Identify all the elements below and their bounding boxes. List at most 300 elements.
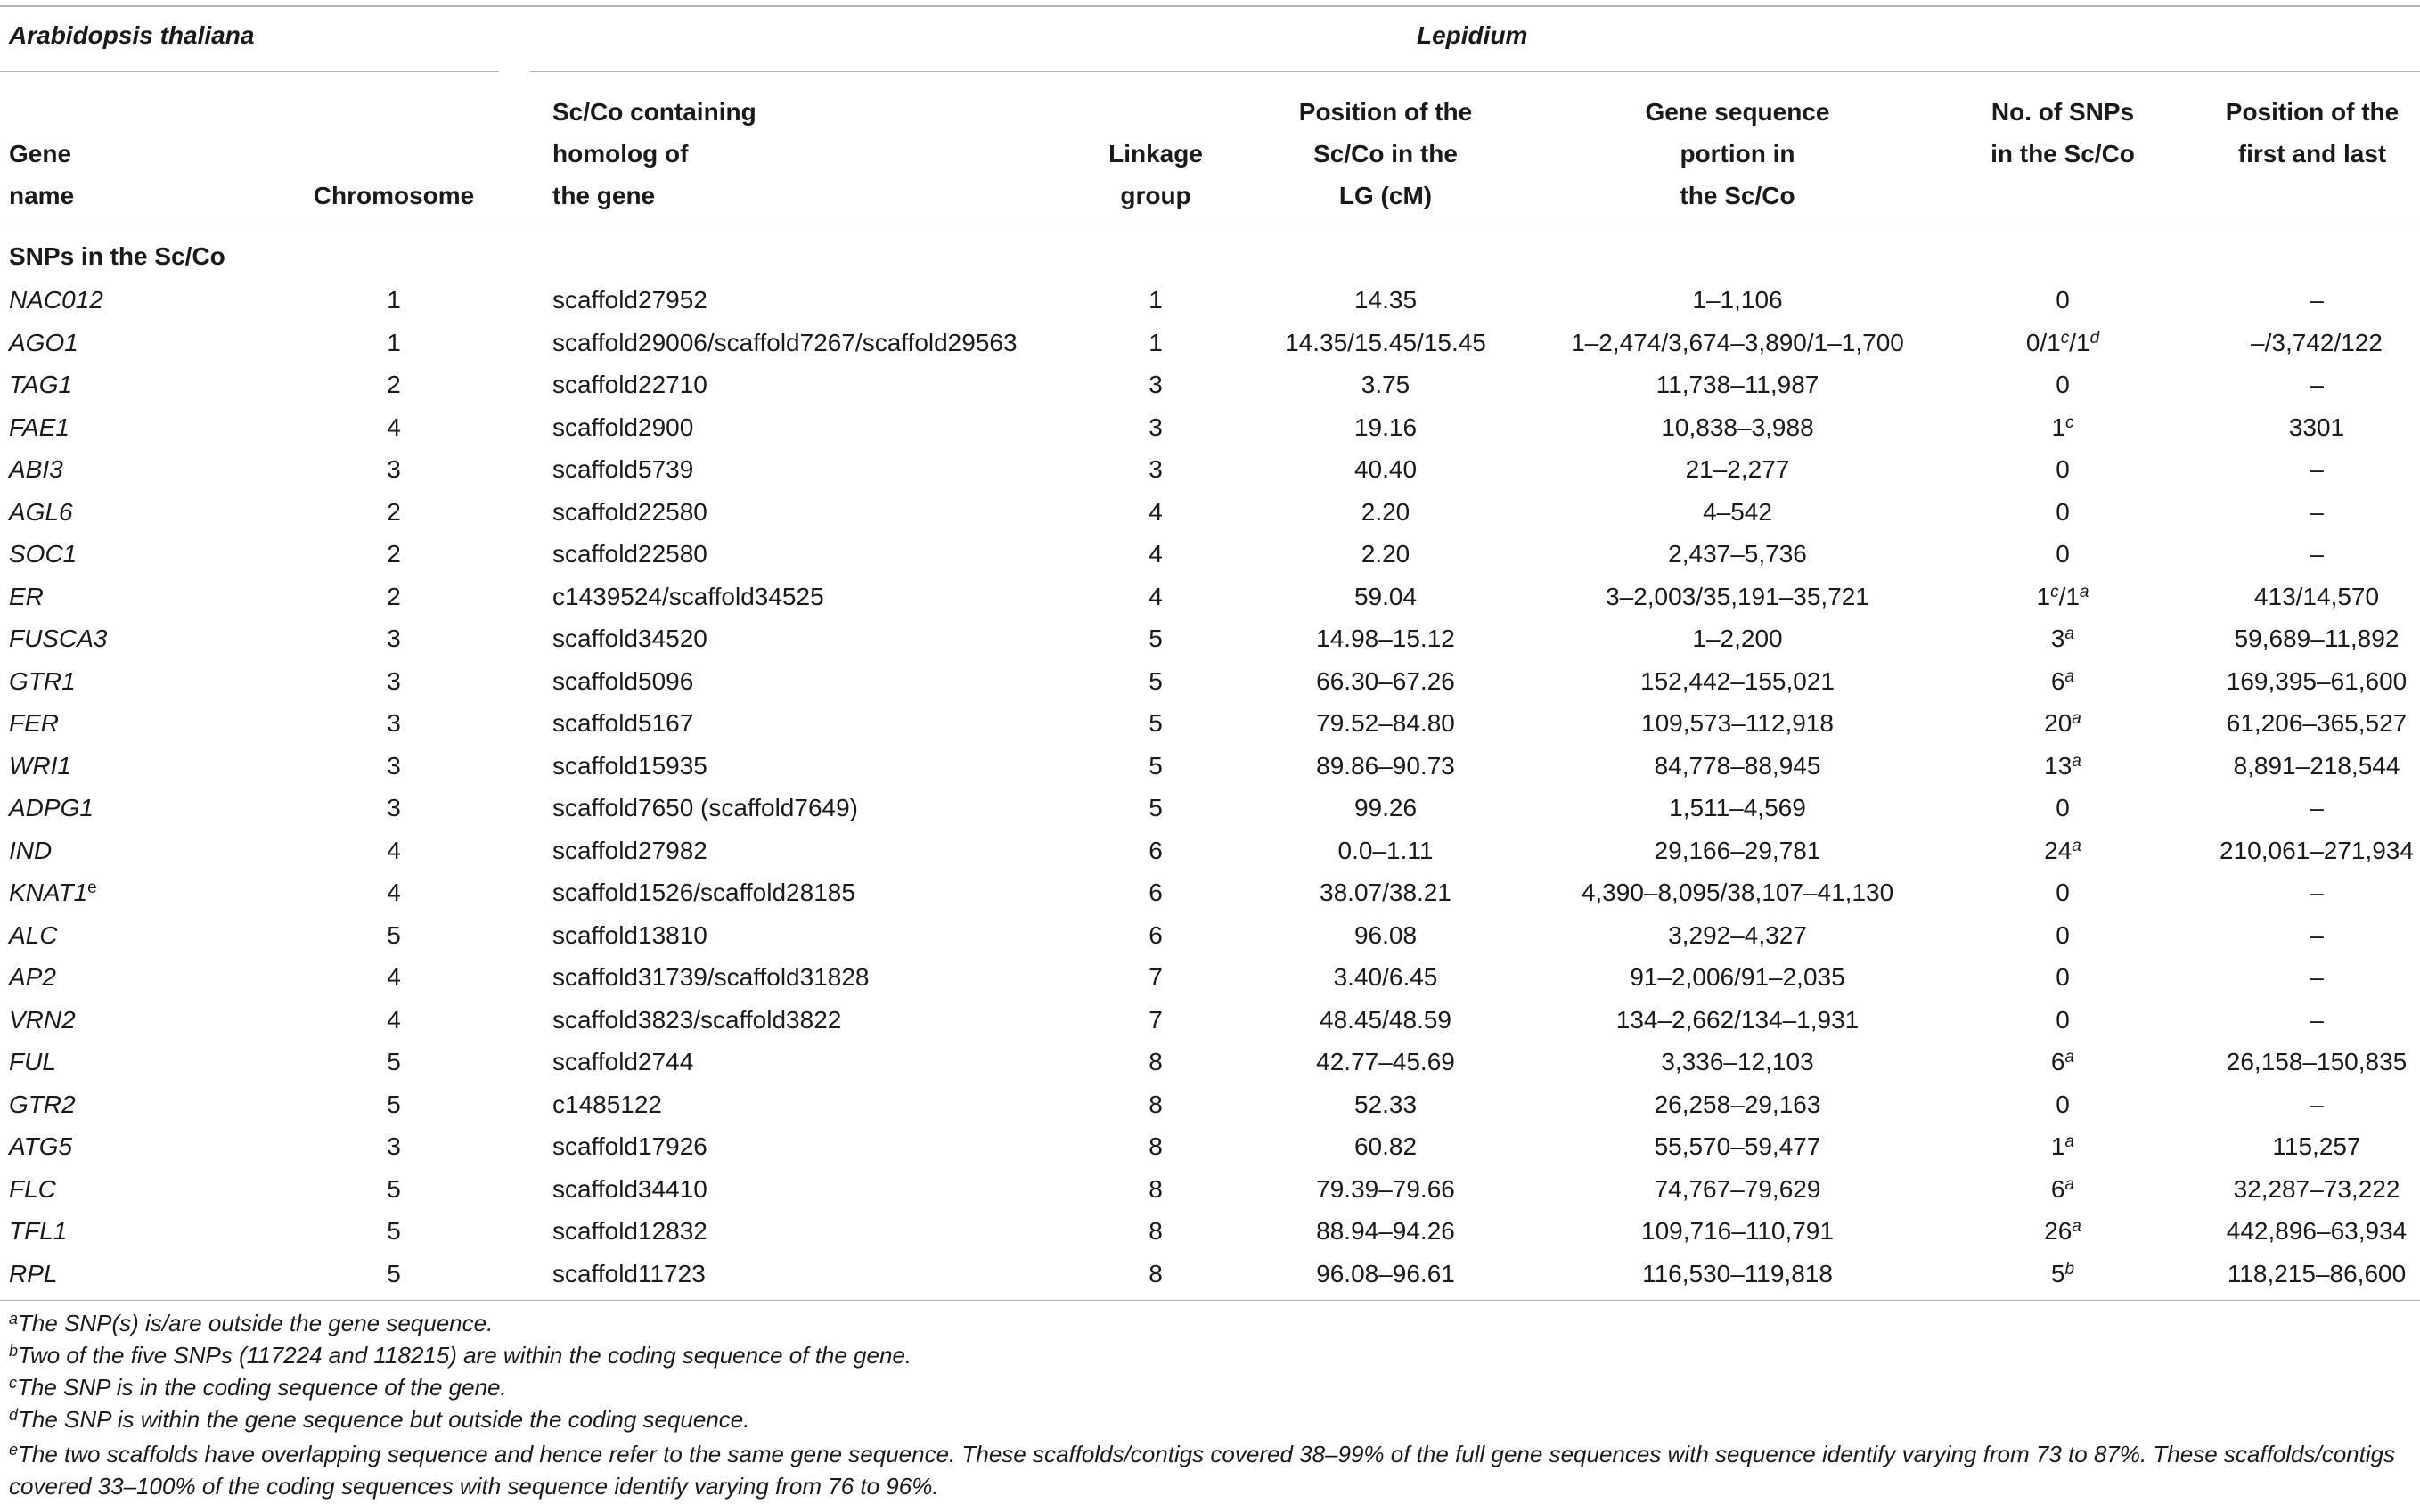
col-header-sequence-line1: Gene sequence <box>1645 98 1830 126</box>
first-last-position-cell: – <box>2310 794 2324 821</box>
gene-name: ABI3 <box>9 455 63 483</box>
sequence-portion-cell: 152,442–155,021 <box>1640 666 1835 695</box>
scaffold-cell: scaffold15935 <box>552 751 707 780</box>
snp-count-value: /1 <box>2069 328 2090 356</box>
position-cell: 96.08 <box>1353 920 1418 949</box>
chromosome-cell: 5 <box>387 1090 401 1118</box>
snp-count-cell <box>1938 921 2187 950</box>
snp-count-value: 0 <box>2056 794 2070 821</box>
table-row <box>0 1041 2420 1083</box>
snp-footnote-mark: a <box>2072 709 2081 728</box>
col-header-scaffold <box>552 91 756 217</box>
col-header-sequence <box>1617 91 1858 217</box>
scaffold-cell: scaffold5739 <box>552 455 694 483</box>
snp-count-cell <box>1938 1006 2187 1034</box>
scaffold-cell: scaffold34520 <box>552 625 707 652</box>
sequence-portion-cell: 29,166–29,781 <box>1654 836 1821 864</box>
first-last-position-cell: 118,215–86,600 <box>2227 1259 2407 1287</box>
footnote-mark: d <box>9 1406 19 1424</box>
chromosome-cell: 4 <box>387 963 401 991</box>
gene-name: KNAT1 <box>9 879 88 906</box>
linkage-group-cell: 6 <box>1149 879 1163 906</box>
snp-count-value: 0 <box>2056 540 2070 568</box>
chromosome-cell: 3 <box>387 625 401 652</box>
scaffold-cell: scaffold34410 <box>552 1174 707 1203</box>
position-cell: 99.26 <box>1353 794 1418 821</box>
scaffold-cell: scaffold31739/scaffold31828 <box>552 963 870 991</box>
table-row <box>0 279 2420 322</box>
scaffold-cell: scaffold11723 <box>552 1259 706 1287</box>
linkage-group-cell: 5 <box>1149 794 1163 821</box>
linkage-group-cell: 3 <box>1149 371 1163 398</box>
table-row <box>0 702 2420 745</box>
position-cell: 40.40 <box>1353 455 1418 483</box>
gene-name-cell <box>9 540 77 568</box>
table-row <box>0 999 2420 1042</box>
col-header-linkage-line2: group <box>1120 182 1191 209</box>
gene-name-cell <box>9 1175 56 1204</box>
footnote-text: Two of the five SNPs (117224 and 118215) are within the coding sequence of the gene. <box>18 1342 912 1369</box>
col-header-chromosome <box>307 175 480 217</box>
table-row <box>0 787 2420 830</box>
first-last-position-cell: – <box>2310 1090 2324 1118</box>
position-cell: 3.75 <box>1361 371 1410 398</box>
table-row <box>0 1083 2420 1126</box>
gene-footnote-mark: e <box>87 879 97 897</box>
section-label: SNPs in the Sc/Co <box>9 242 225 270</box>
first-last-position-cell: 210,061–271,934 <box>2220 836 2414 864</box>
chromosome-cell: 5 <box>387 1259 401 1287</box>
linkage-group-cell: 7 <box>1149 1005 1163 1034</box>
sequence-portion-cell: 1–2,200 <box>1692 625 1783 652</box>
snp-count-cell <box>1938 498 2187 527</box>
table-row <box>0 1253 2420 1295</box>
snp-footnote-mark: a <box>2064 1174 2075 1194</box>
gene-name: IND <box>9 836 53 864</box>
linkage-group-cell: 6 <box>1149 836 1163 864</box>
sequence-portion-cell: 4–542 <box>1703 497 1772 526</box>
linkage-group-cell: 8 <box>1149 1259 1163 1287</box>
scaffold-cell: scaffold3823/scaffold3822 <box>552 1005 842 1034</box>
footnote-text: The SNP is within the gene sequence but outside the coding sequence. <box>18 1406 750 1433</box>
position-cell: 52.33 <box>1353 1090 1418 1118</box>
snp-footnote-mark: a <box>2079 582 2089 601</box>
table-row <box>0 322 2420 364</box>
gene-name: VRN2 <box>9 1005 76 1034</box>
scaffold-cell: scaffold17926 <box>552 1132 707 1160</box>
snp-count-value: 0 <box>2056 455 2070 483</box>
position-cell: 19.16 <box>1353 413 1418 441</box>
col-header-position-line1: Position of the <box>1298 98 1473 126</box>
top-rule <box>0 5 2420 7</box>
sequence-portion-cell: 1,511–4,569 <box>1669 794 1806 821</box>
position-cell: 42.77–45.69 <box>1316 1048 1455 1075</box>
snp-count-cell <box>1938 455 2187 484</box>
snp-count-value: 0 <box>2056 963 2070 991</box>
footnote-mark: e <box>9 1441 19 1459</box>
gene-name: WRI1 <box>9 751 71 780</box>
first-last-position-cell: – <box>2310 963 2324 991</box>
snp-count-value: 0 <box>2056 879 2070 906</box>
gene-name: ALC <box>9 920 58 949</box>
chromosome-cell: 1 <box>387 286 401 314</box>
linkage-group-cell: 5 <box>1149 666 1163 695</box>
footnotes <box>9 1310 2411 1508</box>
snp-count-cell <box>1938 286 2187 315</box>
scaffold-cell: c1485122 <box>552 1090 663 1118</box>
sequence-portion-cell: 3,292–4,327 <box>1668 920 1807 949</box>
linkage-group-cell: 5 <box>1149 709 1163 737</box>
snp-footnote-mark: a <box>2072 836 2081 855</box>
snp-count-value: 0/1 <box>2025 328 2061 356</box>
gene-name: AGL6 <box>9 497 73 526</box>
sequence-portion-cell: 74,767–79,629 <box>1654 1174 1821 1203</box>
snp-count-cell <box>1938 879 2187 907</box>
chromosome-cell: 3 <box>387 709 401 737</box>
scaffold-cell: scaffold5096 <box>552 666 694 695</box>
snp-count-cell <box>1938 667 2187 696</box>
scaffold-cell: scaffold13810 <box>552 920 707 949</box>
col-header-first-last <box>2196 91 2420 175</box>
first-last-position-cell: 32,287–73,222 <box>2233 1174 2400 1203</box>
snp-count-value: 0 <box>2056 1005 2070 1034</box>
gene-name: SOC1 <box>9 540 78 568</box>
col-header-snps-line1: No. of SNPs <box>1991 98 2135 126</box>
linkage-group-cell: 5 <box>1149 751 1163 780</box>
linkage-group-cell: 1 <box>1149 286 1163 314</box>
snp-count-value: 1 <box>2036 582 2051 610</box>
snp-count-cell <box>1938 583 2187 611</box>
scaffold-cell: scaffold2744 <box>552 1048 694 1075</box>
scaffold-cell: scaffold7650 (scaffold7649) <box>552 794 858 821</box>
first-last-position-cell: 26,158–150,835 <box>2226 1048 2408 1075</box>
linkage-group-cell: 8 <box>1149 1048 1163 1075</box>
first-last-position-cell: 413/14,570 <box>2253 582 2380 610</box>
chromosome-cell: 3 <box>387 455 401 483</box>
linkage-group-cell: 6 <box>1149 920 1163 949</box>
snp-count-cell <box>1938 371 2187 399</box>
chromosome-cell: 5 <box>387 1048 401 1075</box>
gene-name-cell <box>9 1260 57 1288</box>
chromosome-cell: 2 <box>387 582 401 610</box>
table-row <box>0 914 2420 957</box>
snp-count-cell <box>1938 329 2187 357</box>
col-header-linkage <box>1087 133 1224 217</box>
gene-name-cell <box>9 1006 76 1034</box>
snp-count-value: 20 <box>2044 709 2073 737</box>
gene-name-cell <box>9 413 69 442</box>
chromosome-cell: 4 <box>387 1005 401 1034</box>
linkage-group-cell: 1 <box>1149 328 1163 356</box>
footnote <box>9 1406 2411 1433</box>
col-header-scaffold-line3: the gene <box>552 182 656 209</box>
table-row <box>0 1168 2420 1211</box>
footnote <box>9 1310 2411 1336</box>
scaffold-cell: scaffold27952 <box>552 286 707 314</box>
scaffold-cell: c1439524/scaffold34525 <box>552 582 824 610</box>
col-header-linkage-line1: Linkage <box>1108 140 1203 168</box>
sequence-portion-cell: 134–2,662/134–1,931 <box>1615 1005 1860 1034</box>
sequence-portion-cell: 1–1,106 <box>1692 286 1783 314</box>
first-last-position-cell: 3301 <box>2288 413 2345 441</box>
position-cell: 66.30–67.26 <box>1316 666 1455 695</box>
first-last-position-cell: – <box>2310 1005 2324 1034</box>
gene-name-cell <box>9 667 76 696</box>
footnote-mark: b <box>9 1342 19 1360</box>
col-header-gene <box>9 133 74 217</box>
chromosome-cell: 4 <box>387 879 401 906</box>
chromosome-cell: 3 <box>387 1132 401 1160</box>
col-header-gene-line2: name <box>9 182 75 209</box>
position-cell: 3.40/6.45 <box>1333 963 1438 991</box>
gene-name: NAC012 <box>9 286 103 314</box>
sequence-portion-cell: 3–2,003/35,191–35,721 <box>1606 582 1869 610</box>
first-last-position-cell: 442,896–63,934 <box>2226 1217 2408 1245</box>
position-cell: 2.20 <box>1361 540 1410 568</box>
gene-name: FLC <box>9 1174 56 1203</box>
gene-name: GTR1 <box>9 666 76 695</box>
gene-name-cell <box>9 709 59 738</box>
chromosome-cell: 2 <box>387 371 401 398</box>
chromosome-cell: 2 <box>387 540 401 568</box>
snp-count-cell <box>1938 1048 2187 1076</box>
gene-name-cell <box>9 583 44 611</box>
gene-name: ADPG1 <box>9 794 94 821</box>
snp-count-cell <box>1938 794 2187 822</box>
table-row <box>0 956 2420 999</box>
position-cell: 60.82 <box>1353 1132 1418 1160</box>
gene-name-cell <box>9 329 78 357</box>
first-last-position-cell: – <box>2310 920 2324 949</box>
footnote-text: The SNP(s) is/are outside the gene sequence. <box>18 1310 494 1336</box>
sequence-portion-cell: 21–2,277 <box>1685 455 1790 483</box>
gene-name-cell <box>9 921 57 950</box>
linkage-group-cell: 4 <box>1149 497 1163 526</box>
snp-count-cell <box>1938 1091 2187 1119</box>
first-last-position-cell: 61,206–365,527 <box>2226 709 2408 737</box>
scaffold-cell: scaffold2900 <box>552 413 694 441</box>
snp-count-value: 0 <box>2056 371 2070 398</box>
snp-count-cell <box>1938 963 2187 992</box>
group-header-arabidopsis: Arabidopsis thaliana <box>9 21 255 49</box>
gene-name-cell <box>9 1132 72 1161</box>
position-cell: 59.04 <box>1353 582 1418 610</box>
sequence-portion-cell: 116,530–119,818 <box>1642 1259 1833 1287</box>
scaffold-cell: scaffold12832 <box>552 1217 707 1245</box>
first-last-position-cell: – <box>2310 540 2324 568</box>
snp-footnote-mark: a <box>2064 666 2075 686</box>
snp-count-value: 6 <box>2050 1174 2065 1203</box>
first-last-position-cell: 169,395–61,600 <box>2226 666 2408 695</box>
chromosome-cell: 3 <box>387 794 401 821</box>
gene-name-cell <box>9 1217 67 1246</box>
gene-name: ATG5 <box>9 1132 73 1160</box>
position-cell: 14.35 <box>1353 286 1418 314</box>
gene-name: GTR2 <box>9 1090 76 1118</box>
table-row <box>0 871 2420 914</box>
footnote-text: The two scaffolds have overlapping sequence and hence refer to the same gene sequence. These scaffolds/contigs covered 38–99% of the full gene sequences with sequence identify varying from 73 to 87%. These scaffolds/contigs covered 33–100% of the coding sequences with sequence identify varying from 76 to 96%. <box>9 1441 2396 1500</box>
table-row <box>0 1125 2420 1168</box>
position-cell: 79.52–84.80 <box>1316 709 1455 737</box>
sequence-portion-cell: 4,390–8,095/38,107–41,130 <box>1581 879 1894 906</box>
snp-count-value: 24 <box>2044 836 2073 864</box>
table-bottom-rule <box>0 1300 2420 1301</box>
scaffold-cell: scaffold5167 <box>552 709 694 737</box>
snp-count-cell <box>1938 1175 2187 1204</box>
chromosome-cell: 3 <box>387 751 401 780</box>
gene-name-cell <box>9 837 52 865</box>
first-last-position-cell: – <box>2310 497 2324 526</box>
table-row <box>0 406 2420 449</box>
sequence-portion-cell: 3,336–12,103 <box>1661 1048 1814 1075</box>
sequence-portion-cell: 11,738–11,987 <box>1656 371 1819 398</box>
col-header-position-line3: LG (cM) <box>1338 182 1433 209</box>
col-header-first-last-line2: first and last <box>2237 140 2387 168</box>
linkage-group-cell: 8 <box>1149 1132 1163 1160</box>
gene-name-cell <box>9 1048 56 1076</box>
snp-count-value: 0 <box>2056 286 2070 314</box>
chromosome-cell: 5 <box>387 920 401 949</box>
chromosome-cell: 3 <box>387 666 401 695</box>
first-last-position-cell: 59,689–11,892 <box>2234 625 2400 652</box>
scaffold-cell: scaffold22580 <box>552 540 707 568</box>
footnote <box>9 1374 2411 1401</box>
snp-count-cell <box>1938 1260 2187 1288</box>
snp-footnote-mark: d <box>2089 328 2100 347</box>
snp-footnote-mark: a <box>2064 1048 2075 1067</box>
snp-count-cell <box>1938 709 2187 738</box>
scaffold-cell: scaffold1526/scaffold28185 <box>552 879 855 906</box>
snp-count-value: 3 <box>2050 625 2065 652</box>
col-header-snps-line2: in the Sc/Co <box>1991 140 2135 168</box>
snp-count-cell <box>1938 752 2187 781</box>
linkage-group-cell: 5 <box>1149 625 1163 652</box>
scaffold-cell: scaffold27982 <box>552 836 707 864</box>
snp-count-value: 5 <box>2050 1259 2065 1287</box>
chromosome-cell: 2 <box>387 497 401 526</box>
gene-name-cell <box>9 879 97 907</box>
linkage-group-cell: 8 <box>1149 1217 1163 1245</box>
position-cell: 14.35/15.45/15.45 <box>1285 328 1486 356</box>
table-row <box>0 660 2420 703</box>
snp-count-cell <box>1938 625 2187 653</box>
sequence-portion-cell: 55,570–59,477 <box>1654 1132 1821 1160</box>
gene-name-cell <box>9 498 73 527</box>
col-header-scaffold-line2: homolog of <box>552 140 689 168</box>
gene-name: AP2 <box>9 963 56 991</box>
chromosome-cell: 5 <box>387 1217 401 1245</box>
gene-name-cell <box>9 1091 76 1119</box>
table-row <box>0 830 2420 872</box>
first-last-position-cell: – <box>2310 455 2324 483</box>
gene-name-cell <box>9 794 94 822</box>
table-row <box>0 1210 2420 1253</box>
snp-count-value: 1 <box>2051 413 2066 441</box>
snp-footnote-mark: a <box>2064 1132 2075 1151</box>
linkage-group-cell: 3 <box>1149 413 1163 441</box>
position-cell: 38.07/38.21 <box>1320 879 1451 906</box>
position-cell: 14.98–15.12 <box>1316 625 1455 652</box>
linkage-group-cell: 4 <box>1149 582 1163 610</box>
first-last-position-cell: – <box>2310 371 2324 398</box>
footnote-text: The SNP is in the coding sequence of the gene. <box>17 1374 507 1401</box>
position-cell: 88.94–94.26 <box>1316 1217 1455 1245</box>
snp-count-value: 26 <box>2044 1217 2073 1245</box>
gene-name-cell <box>9 625 107 653</box>
snp-count-value: 1 <box>2050 1132 2065 1160</box>
sequence-portion-cell: 84,778–88,945 <box>1654 751 1821 780</box>
position-cell: 48.45/48.59 <box>1320 1005 1451 1034</box>
sequence-portion-cell: 109,716–110,791 <box>1641 1217 1834 1245</box>
gene-name: FAE1 <box>9 413 69 441</box>
snp-footnote-mark: c <box>2050 582 2059 601</box>
linkage-group-cell: 7 <box>1149 963 1163 991</box>
sequence-portion-cell: 26,258–29,163 <box>1654 1090 1821 1118</box>
table-row <box>0 576 2420 618</box>
first-last-position-cell: 115,257 <box>2272 1132 2361 1160</box>
snp-count-cell <box>1938 540 2187 568</box>
col-header-position-line2: Sc/Co in the <box>1313 140 1458 168</box>
footnote-mark: a <box>9 1310 19 1328</box>
col-header-first-last-line1: Position of the <box>2225 98 2400 126</box>
linkage-group-cell: 4 <box>1149 540 1163 568</box>
gene-name: FUSCA3 <box>9 625 108 652</box>
gene-name: FER <box>9 709 59 737</box>
col-header-scaffold-line1: Sc/Co containing <box>552 98 756 126</box>
table-row <box>0 617 2420 660</box>
group-header-lepidium: Lepidium <box>1417 21 1528 49</box>
gene-name-cell <box>9 286 103 315</box>
gene-name: ER <box>9 582 44 610</box>
footnote-mark: c <box>9 1374 17 1392</box>
position-cell: 89.86–90.73 <box>1316 751 1455 780</box>
scaffold-cell: scaffold29006/scaffold7267/scaffold29563 <box>552 328 1018 356</box>
gene-name-cell <box>9 752 71 781</box>
table-row <box>0 745 2420 788</box>
snp-count-cell <box>1938 1217 2187 1246</box>
group-rule-right <box>530 71 2420 72</box>
snp-footnote-mark: b <box>2064 1259 2075 1279</box>
footnote <box>9 1438 2411 1502</box>
snp-count-value: 6 <box>2050 666 2065 695</box>
col-header-sequence-line3: the Sc/Co <box>1680 182 1795 209</box>
gene-name-cell <box>9 455 63 484</box>
first-last-position-cell: – <box>2310 286 2324 314</box>
first-last-position-cell: – <box>2310 879 2324 906</box>
first-last-position-cell: 8,891–218,544 <box>2233 751 2400 780</box>
position-cell: 96.08–96.61 <box>1316 1259 1455 1287</box>
table-row <box>0 448 2420 491</box>
gene-name: AGO1 <box>9 328 78 356</box>
table-row <box>0 533 2420 576</box>
snp-count-value: 0 <box>2056 1090 2070 1118</box>
chromosome-cell: 5 <box>387 1174 401 1203</box>
gene-name-cell <box>9 963 56 992</box>
gene-name: RPL <box>9 1259 58 1287</box>
snp-count-cell <box>1938 413 2187 442</box>
snp-footnote-mark: a <box>2072 1217 2081 1236</box>
sequence-portion-cell: 1–2,474/3,674–3,890/1–1,700 <box>1571 328 1904 356</box>
col-header-snps <box>1947 91 2179 175</box>
table-row <box>0 364 2420 406</box>
col-header-sequence-line2: portion in <box>1680 140 1795 168</box>
col-header-position <box>1261 91 1510 217</box>
linkage-group-cell: 8 <box>1149 1174 1163 1203</box>
sequence-portion-cell: 10,838–3,988 <box>1661 413 1814 441</box>
position-cell: 79.39–79.66 <box>1316 1174 1455 1203</box>
scaffold-cell: scaffold22580 <box>552 497 707 526</box>
linkage-group-cell: 8 <box>1149 1090 1163 1118</box>
